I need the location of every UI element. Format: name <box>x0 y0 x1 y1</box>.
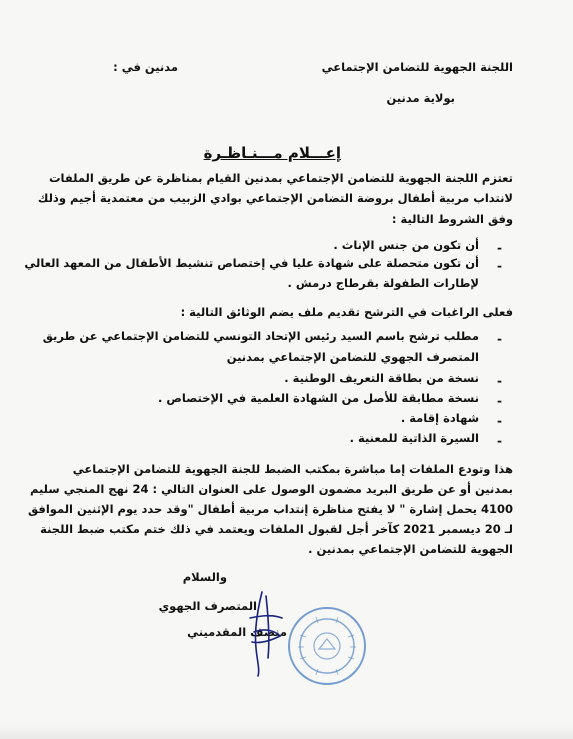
official-stamp <box>286 605 368 687</box>
closing-line-4: لـ 20 ديسمبر 2021 كآخر أجل لقبول الملفات ويعتمد في ذلك ختم مكتب ضبط اللجنة <box>40 522 513 536</box>
document-4: شهادة إقامة . <box>400 411 479 425</box>
document-3: نسخة مطابقة للأصل من الشهادة العلمية في الإختصاص . <box>158 391 479 405</box>
header-org: اللجنة الجهوية للتضامن الإجتماعي <box>321 60 513 74</box>
document-dash-1: - <box>497 332 502 346</box>
condition-dash-1: - <box>497 241 502 255</box>
closing-line-3: 4100 يحمل إشارة " لا يفتح مناظرة إنتداب مربية أطفال "وقد حدد يوم الإثنين الموافق <box>27 502 513 516</box>
document-title: إعـــلام مـــنـاظـرة <box>203 144 341 162</box>
document-dash-5: - <box>497 434 502 448</box>
header-place-date: مدنين في : <box>113 60 178 74</box>
signatory-role: المتصرف الجهوي <box>158 599 257 613</box>
closing-line-1: هذا وتودع الملفات إما مباشرة بمكتب الضبط للجنة الجهوية للتضامن الإجتماعي <box>72 462 513 476</box>
document-2: نسخة من بطاقة التعريف الوطنية . <box>284 371 479 385</box>
document-1: مطلب ترشح باسم السيد رئيس الإتحاد التونسي للتضامن الإجتماعي عن طريق <box>42 329 479 343</box>
document-dash-3: - <box>497 394 502 408</box>
condition-2: أن تكون متحصلة على شهادة عليا في إختصاص تنشيط الأطفال من المعهد العالي <box>24 256 479 270</box>
salutation: والسلام <box>182 570 227 584</box>
documents-intro: فعلى الراغبات في الترشح تقديم ملف يضم الوثائق التالية : <box>180 305 513 319</box>
condition-1: أن تكون من جنس الإناث . <box>333 238 479 252</box>
intro-line-2: لانتداب مربية أطفال بروضة التضامن الإجتماعي بوادي الزبيب من معتمدية أجيم وذلك <box>37 191 513 205</box>
document-dash-2: - <box>497 374 502 388</box>
document-5: السيرة الذاتية للمعنية . <box>349 431 479 445</box>
closing-line-5: الجهوية للتضامن الإجتماعي بمدنين . <box>308 542 513 556</box>
condition-2-cont: لإطارات الطفولة بقرطاج درمش . <box>287 276 479 290</box>
signatory-name: منصف المقدميني <box>187 625 287 639</box>
condition-dash-2: - <box>497 259 502 273</box>
handwritten-signature <box>232 588 292 678</box>
intro-line-1: تعتزم اللجنة الجهوية للتضامن الإجتماعي بمدنين القيام بمناظرة عن طريق الملفات <box>48 171 513 185</box>
document-dash-4: - <box>497 414 502 428</box>
document-1-cont: المتصرف الجهوي للتضامن الإجتماعي بمدنين <box>226 350 479 364</box>
intro-line-3: وفق الشروط التالية : <box>391 212 513 226</box>
header-region: بولاية مدنين <box>386 91 455 105</box>
closing-line-2: بمدنين أو عن طريق البريد مضمون الوصول على العنوان التالي : 24 نهج المنجي سليم <box>29 482 513 496</box>
page-bottom-edge <box>0 725 573 739</box>
